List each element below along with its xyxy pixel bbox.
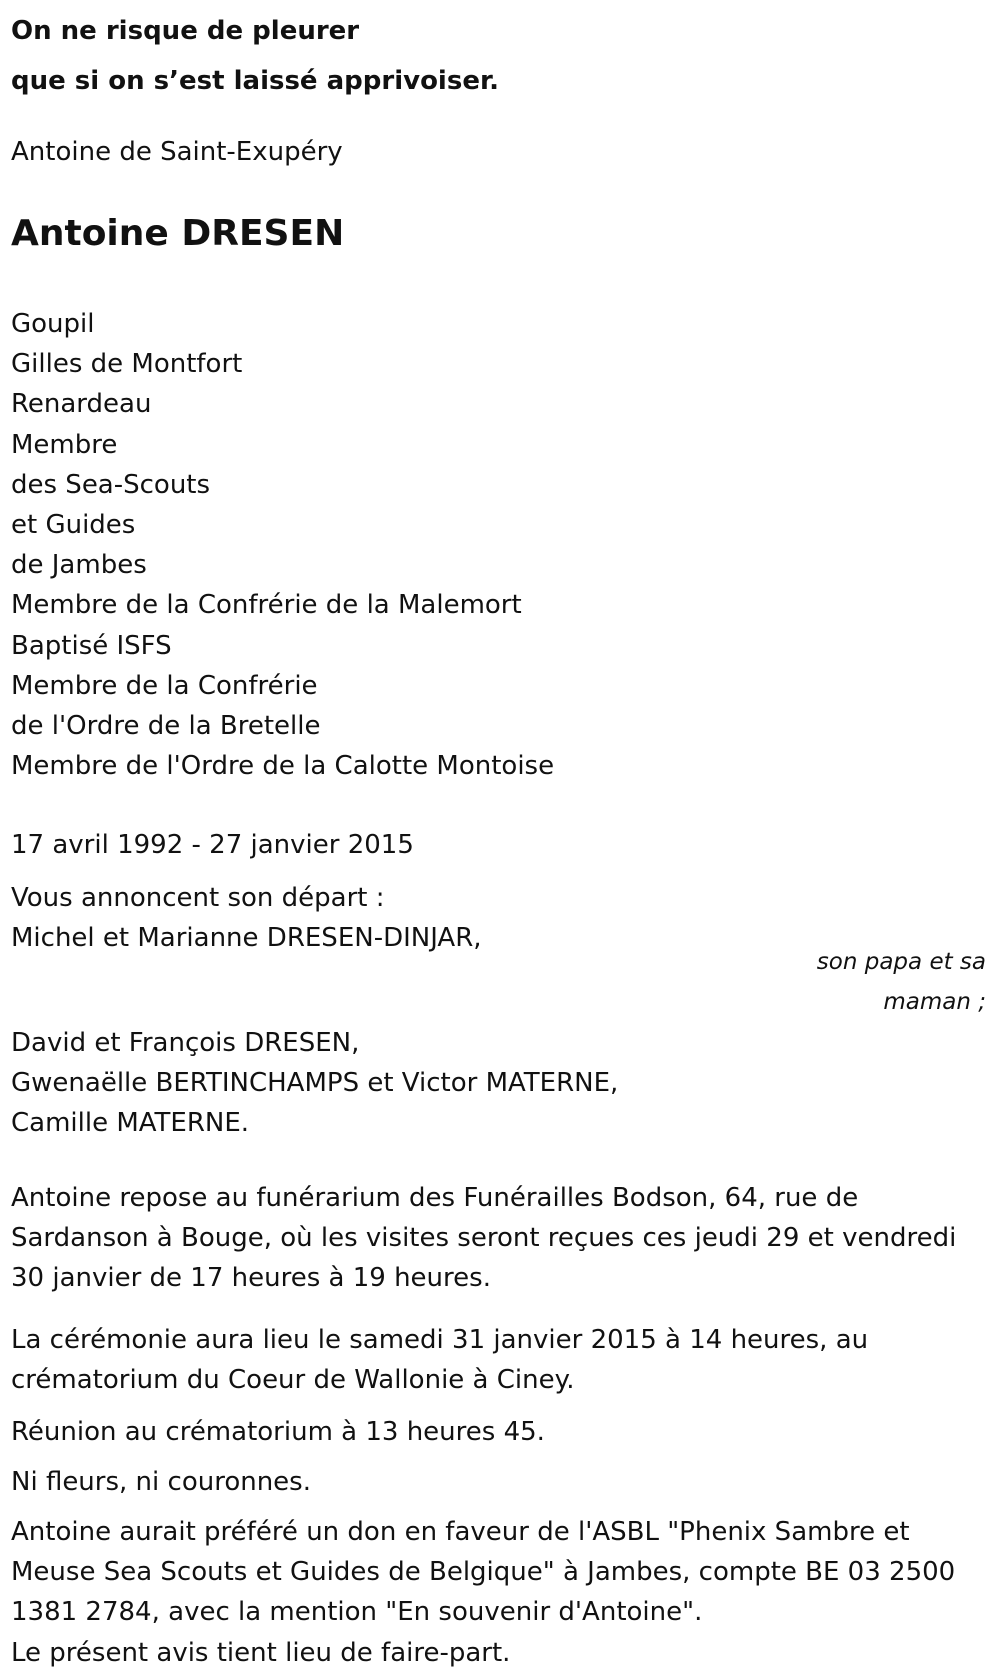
relation-line-1: son papa et sa xyxy=(816,949,986,975)
meeting-paragraph: Réunion au crématorium à 13 heures 45. xyxy=(11,1417,545,1447)
rest-paragraph: Antoine repose au funérarium des Funérailles Bodson, 64, rue de Sardanson à Bouge, où les visites seront reçues ces jeudi 29 et vendredi 30 janvier de 17 heures à 19 heures. xyxy=(11,1183,957,1293)
title-item: Membre de la Confrérie de la Malemort xyxy=(11,590,522,621)
closing-paragraph: Le présent avis tient lieu de faire-part. xyxy=(11,1638,511,1668)
title-item: Membre de l'Ordre de la Calotte Montoise xyxy=(11,751,555,782)
family-member: David et François DRESEN, xyxy=(11,1028,360,1058)
title-item: Goupil xyxy=(11,309,95,339)
title-item: de l'Ordre de la Bretelle xyxy=(11,711,321,742)
parents-relation xyxy=(817,942,986,1022)
quote-line-1: On ne risque de pleurer xyxy=(11,16,360,46)
title-item: et Guides xyxy=(11,510,136,541)
title-item: des Sea-Scouts xyxy=(11,469,211,500)
title-item: Membre xyxy=(11,429,118,460)
donation-paragraph: Antoine aurait préféré un don en faveur de l'ASBL "Phenix Sambre et Meuse Sea Scouts et Guides de Belgique" à Jambes, compte BE 03 2500 1381 2784, avec la mention "En souvenir d'Antoine". xyxy=(11,1517,956,1627)
family-member: Camille MATERNE. xyxy=(11,1108,250,1138)
quote-author: Antoine de Saint-Exupéry xyxy=(11,137,343,167)
title-item: Baptisé ISFS xyxy=(11,630,172,661)
announcement xyxy=(11,878,482,958)
family-member: Gwenaëlle BERTINCHAMPS et Victor MATERNE, xyxy=(11,1068,619,1098)
life-dates: 17 avril 1992 - 27 janvier 2015 xyxy=(11,830,414,860)
ceremony-paragraph: La cérémonie aura lieu le samedi 31 janvier 2015 à 14 heures, au crématorium du Coeur de Wallonie à Ciney. xyxy=(11,1325,869,1395)
family-list xyxy=(11,1023,618,1143)
quote-line-2: que si on s’est laissé apprivoiser. xyxy=(11,66,499,96)
deceased-name: Antoine DRESEN xyxy=(11,213,345,254)
relation-line-2: maman ; xyxy=(883,989,986,1015)
flowers-paragraph: Ni fleurs, ni couronnes. xyxy=(11,1467,311,1497)
title-item: Gilles de Montfort xyxy=(11,349,243,380)
announcement-intro: Vous annoncent son départ : xyxy=(11,883,385,913)
announcement-parents: Michel et Marianne DRESEN-DINJAR, xyxy=(11,923,482,953)
title-item: Membre de la Confrérie xyxy=(11,670,318,701)
quote xyxy=(11,6,499,106)
title-item: Renardeau xyxy=(11,389,152,420)
titles-list xyxy=(11,304,554,786)
title-item: de Jambes xyxy=(11,550,147,581)
